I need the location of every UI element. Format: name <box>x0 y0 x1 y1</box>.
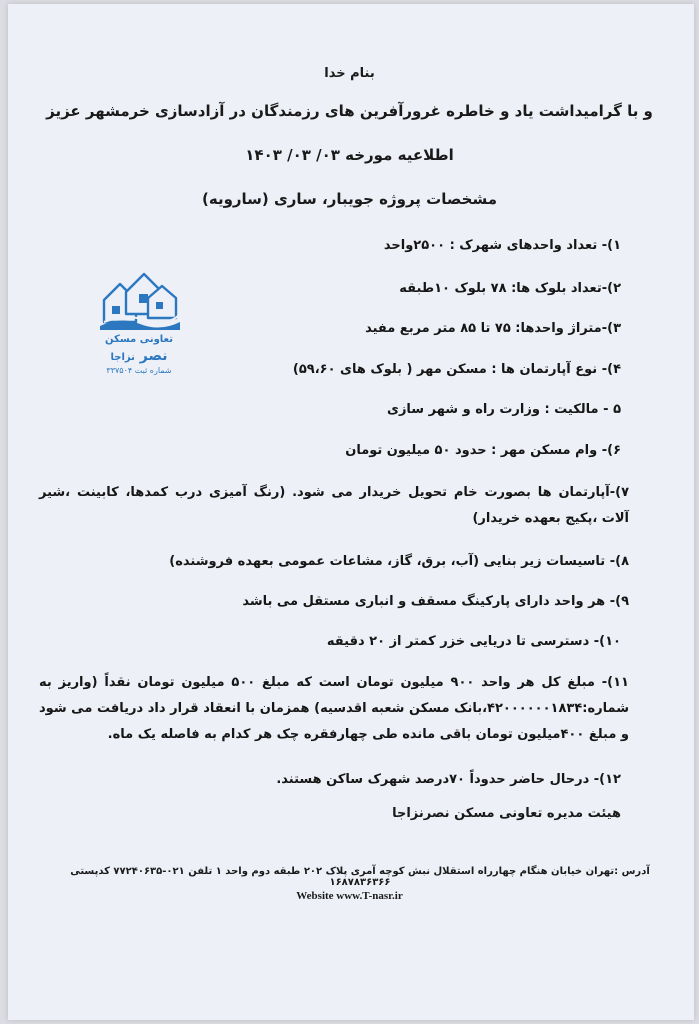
board-signature: هیئت مدیره تعاونی مسکن نصرنزاجا <box>392 806 621 821</box>
list-item: ۱۲)- درحال حاضر حدوداً ۷۰درصد شهرک ساکن هستند. <box>276 772 621 787</box>
list-item: ۳)-متراژ واحدها: ۷۵ تا ۸۵ متر مربع مفید <box>365 321 621 336</box>
list-item: ۷)-آپارتمان ها بصورت خام تحویل خریدار می شود. (رنگ آمیزی درب کمدها، کابینت ،شیر آلات ،پکیج بعهده خریدار) <box>39 485 629 526</box>
logo-nezaja: نزاجا <box>110 352 135 363</box>
greeting: بنام خدا <box>324 66 375 81</box>
list-item: ۱۱)- مبلغ کل هر واحد ۹۰۰ میلیون تومان است که مبلغ ۵۰۰ میلیون تومان نقداً (واریز به شماره:۴۲۰۰۰۰۰۰۱۸۳۴،بانک مسکن شعبه اقدسیه) همزمان با انعقاد قرار داد دریافت می شود و مبلغ ۴۰۰میلیون تومان باقی مانده طی چهارفقره چک هر کدام به فاصله یک ماه. <box>39 675 629 742</box>
logo-registration: شماره ثبت ۳۳۷۵۰۴ <box>106 366 172 375</box>
list-item: ۸)- تاسیسات زیر بنایی (آب، برق، گاز، مشاعات عمومی بعهده فروشنده) <box>169 554 629 569</box>
headline: و با گرامیداشت یاد و خاطره غرورآفرین های رزمندگان در آزادسازی خرمشهر عزیز <box>46 102 653 120</box>
website-link[interactable]: Website www.T-nasr.ir <box>296 890 403 902</box>
list-item: ۹)- هر واحد دارای پارکینگ مسقف و انباری مستقل می باشد <box>242 594 629 609</box>
list-item: ۶)- وام مسکن مهر : حدود ۵۰ میلیون تومان <box>345 443 621 458</box>
list-item: ۱)- تعداد واحدهای شهرک : ۲۵۰۰واحد <box>383 238 621 253</box>
logo-nasr: نصر <box>139 348 168 364</box>
logo-name-line1: تعاونی مسکن <box>105 334 173 345</box>
address-line: آدرس :تهران خیابان هنگام چهارراه استقلال نبش کوچه آمری پلاک ۲۰۲ طبقه دوم واحد ۱ تلفن ۰۲۱-۷۷۲۴۰۶۳۵ کدپستی ۱۶۸۷۸۳۶۳۶۶ <box>70 866 650 888</box>
list-item: ۱۰)- دسترسی تا دریایی خزر کمتر از ۲۰ دقیقه <box>326 634 621 649</box>
list-item: ۲)-تعداد بلوک ها: ۷۸ بلوک ۱۰طبقه <box>399 281 621 296</box>
list-item: ۴)- نوع آپارتمان ها : مسکن مهر ( بلوک های ۵۹،۶۰) <box>292 362 621 377</box>
project-title: مشخصات پروژه جویبار، ساری (سارویه) <box>202 190 497 208</box>
list-item: ۵ - مالکیت : وزارت راه و شهر سازی <box>387 402 621 417</box>
notice-date: اطلاعیه مورخه ۰۳/ ۰۳/ ۱۴۰۳ <box>245 146 454 164</box>
